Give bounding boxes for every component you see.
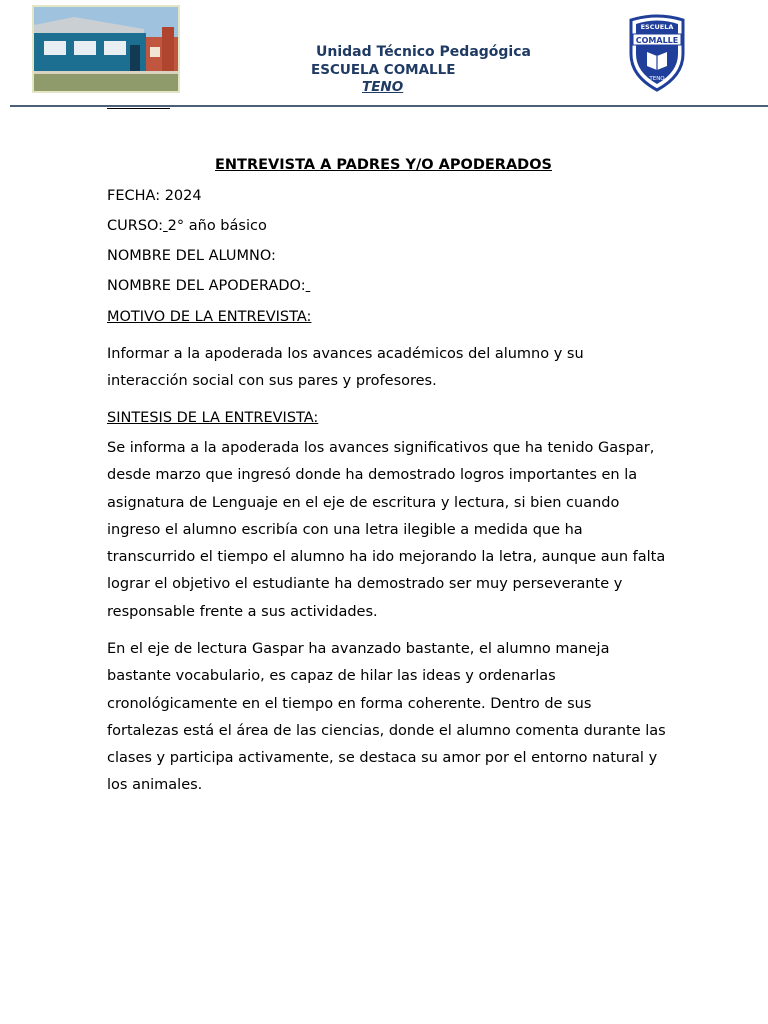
curso-label: CURSO: (107, 218, 164, 234)
header-divider (10, 105, 768, 107)
motivo-heading: MOTIVO DE LA ENTREVISTA: (107, 309, 312, 325)
fecha-value: 2024 (164, 188, 202, 204)
header-underline-stub (107, 108, 170, 109)
apoderado-blank (306, 278, 311, 294)
school-crest-icon (627, 14, 687, 92)
fecha-label: FECHA: (107, 188, 161, 204)
school-building-photo (32, 5, 180, 93)
curso-field (107, 218, 267, 234)
sintesis-paragraph-2: En el eje de lectura Gaspar ha avanzado bastante, el alumno maneja bastante vocabulario, es capaz de hilar las ideas y ordenarlas cronológicamente en el tiempo en forma coherente. Dentro de sus fortalezas está el área de las ciencias, donde el alumno comenta durante las clases y participa activamente, se destaca su amor por el entorno natural y los animales. (107, 641, 666, 794)
crest-bottom-text: TENO (649, 76, 665, 82)
crest-band-text: COMALLE (635, 36, 679, 45)
letterhead (0, 0, 768, 110)
sintesis-paragraph-1: Se informa a la apoderada los avances significativos que ha tenido Gaspar, desde marzo que ingresó donde ha demostrado logros importantes en la asignatura de Lenguaje en el eje de escritura y lectura, si bien cuando ingreso el alumno escribía con una letra ilegible a medida que ha transcurrido el tiempo el alumno ha ido mejorando la letra, aunque aun falta lograr el objetivo el estudiante ha demostrado ser muy perseverante y responsable frente a sus actividades. (107, 440, 666, 620)
institution-city: TENO (362, 79, 404, 95)
institution-school: ESCUELA COMALLE (311, 62, 456, 78)
page-title: ENTREVISTA A PADRES Y/O APODERADOS (215, 157, 552, 173)
apoderado-label: NOMBRE DEL APODERADO: (107, 278, 306, 294)
crest-top-text: ESCUELA (640, 23, 674, 31)
motivo-text: Informar a la apoderada los avances académicos del alumno y su interacción social con sus pares y profesores. (107, 346, 584, 390)
sintesis-heading: SINTESIS DE LA ENTREVISTA: (107, 410, 319, 426)
institution-unit: Unidad Técnico Pedagógica (316, 44, 531, 60)
alumno-label: NOMBRE DEL ALUMNO: (107, 248, 276, 264)
apoderado-field (107, 278, 310, 294)
fecha-field (107, 188, 202, 204)
curso-value: 2° año básico (167, 218, 267, 234)
alumno-field (107, 248, 276, 264)
